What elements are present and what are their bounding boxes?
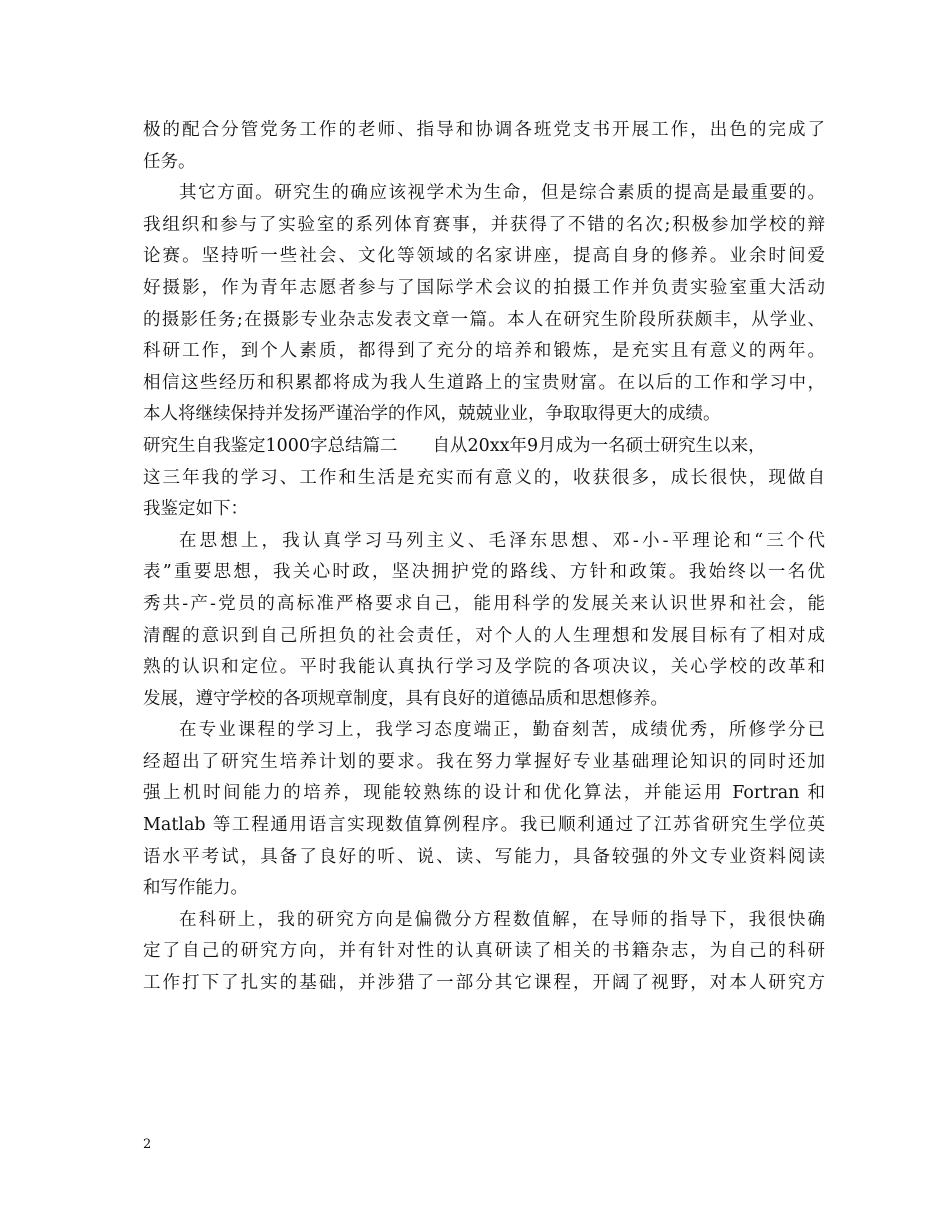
text-line: 在思想上，我认真学习马列主义、毛泽东思想、邓-小-平理论和“三个代 <box>179 530 825 551</box>
text-line: 我组织和参与了实验室的系列体育赛事，并获得了不错的名次;积极参加学校的辩 <box>143 214 825 235</box>
text-line: 强上机时间能力的培养，现能较熟练的设计和优化算法，并能运用 Fortran 和 <box>143 783 825 804</box>
text-line: 这三年我的学习、工作和生活是充实而有意义的，收获很多，成长很快，现做自 <box>143 467 825 488</box>
text-line: 定了自己的研究方向，并有针对性的认真研读了相关的书籍杂志，为自己的科研 <box>143 941 825 962</box>
text-line: 经超出了研究生培养计划的要求。我在努力掌握好专业基础理论知识的同时还加 <box>143 751 825 772</box>
text-line: 在专业课程的学习上，我学习态度端正，勤奋刻苦，成绩优秀，所修学分已 <box>179 720 825 741</box>
body-text <box>143 115 825 1000</box>
text-line: 清醒的意识到自己所担负的社会责任，对个人的人生理想和发展目标有了相对成 <box>143 625 825 646</box>
text-line: 我鉴定如下： <box>143 499 248 520</box>
page-number: 2 <box>143 1137 152 1152</box>
text-line: 发展，遵守学校的各项规章制度，具有良好的道德品质和思想修养。 <box>143 688 668 709</box>
text-line: 语水平考试，具备了良好的听、说、读、写能力，具备较强的外文专业资料阅读 <box>143 846 825 867</box>
text-line: 工作打下了扎实的基础，并涉猎了一部分其它课程，开阔了视野，对本人研究方 <box>143 973 825 994</box>
text-line: 的摄影任务;在摄影专业杂志发表文章一篇。本人在研究生阶段所获颇丰，从学业、 <box>143 309 825 330</box>
text-line: 在科研上，我的研究方向是偏微分方程数值解，在导师的指导下，我很快确 <box>179 909 825 930</box>
text-line: 和写作能力。 <box>143 878 248 899</box>
text-line: 科研工作，到个人素质，都得到了充分的培养和锻炼，是充实且有意义的两年。 <box>143 341 825 362</box>
text-line: 相信这些经历和积累都将成为我人生道路上的宝贵财富。在以后的工作和学习中， <box>143 372 825 393</box>
text-line: Matlab 等工程通用语言实现数值算例程序。我已顺利通过了江苏省研究生学位英 <box>143 815 825 836</box>
text-line: 极的配合分管党务工作的老师、指导和协调各班党支书开展工作，出色的完成了 <box>143 120 825 140</box>
text-line: 任务。 <box>143 151 196 172</box>
text-line: 秀共-产-党员的高标准严格要求自己，能用科学的发展关来认识世界和社会，能 <box>143 593 825 614</box>
text-line: 表”重要思想，我关心时政，坚决拥护党的路线、方针和政策。我始终以一名优 <box>143 562 825 583</box>
text-line: 好摄影，作为青年志愿者参与了国际学术会议的拍摄工作并负责实验室重大活动 <box>143 277 825 298</box>
text-line: 其它方面。研究生的确应该视学术为生命，但是综合素质的提高是最重要的。 <box>179 183 825 204</box>
text-line: 论赛。坚持听一些社会、文化等领域的名家讲座，提高自身的修养。业余时间爱 <box>143 246 825 267</box>
text-line: 熟的认识和定位。平时我能认真执行学习及学院的各项决议，关心学校的改革和 <box>143 657 825 678</box>
text-line: 研究生自我鉴定1000字总结篇二 自从20xx年9月成为一名硕士研究生以来， <box>143 435 766 456</box>
text-line: 本人将继续保持并发扬严谨治学的作风，兢兢业业，争取取得更大的成绩。 <box>143 404 721 425</box>
